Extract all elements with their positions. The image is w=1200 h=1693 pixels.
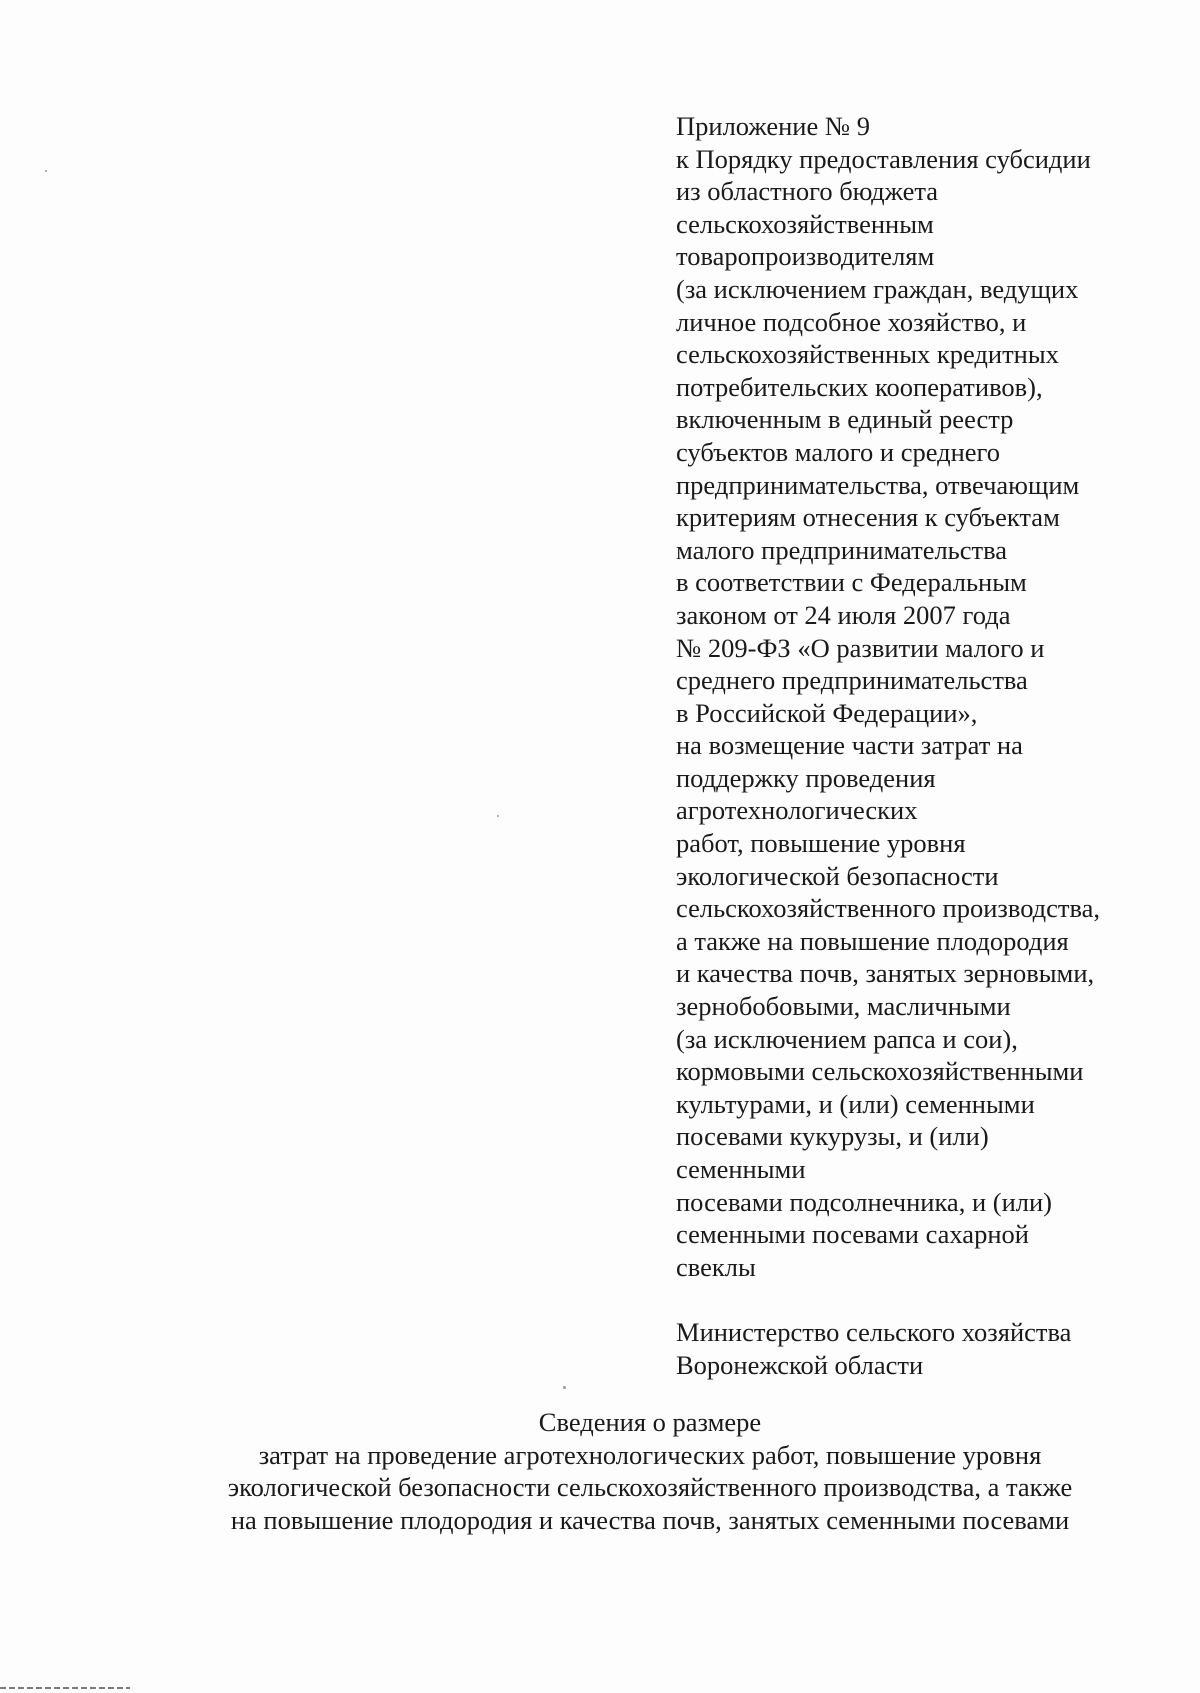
appendix-line: малого предпринимательства — [676, 534, 1008, 565]
document-title — [100, 1406, 1200, 1536]
appendix-line: (за исключением граждан, ведущих — [676, 273, 1079, 304]
appendix-line: в соответствии с Федеральным — [676, 567, 1027, 598]
title-line: на повышение плодородия и качества почв, занятых семенными посевами — [230, 1504, 1070, 1535]
appendix-line: экологической безопасности — [676, 860, 999, 891]
appendix-line: товаропроизводителям — [676, 241, 935, 272]
appendix-line: в Российской Федерации», — [676, 697, 978, 728]
addressee-line: Воронежской области — [676, 1349, 924, 1380]
appendix-line: сельскохозяйственного производства, — [676, 893, 1101, 924]
appendix-line: № 209-ФЗ «О развитии малого и — [676, 632, 1045, 663]
appendix-line: а также на повышение плодородия — [676, 925, 1069, 956]
appendix-line: работ, повышение уровня — [676, 828, 966, 859]
appendix-line: сельскохозяйственным — [676, 208, 934, 239]
scan-speck — [497, 815, 499, 817]
appendix-line: из областного бюджета — [676, 176, 938, 207]
appendix-line: посевами подсолнечника, и (или) — [676, 1186, 1052, 1217]
appendix-line: потребительских кооперативов), — [676, 371, 1043, 402]
appendix-line: посевами кукурузы, и (или) — [676, 1121, 989, 1152]
appendix-line: агротехнологических — [676, 795, 918, 826]
appendix-line: среднего предпринимательства — [676, 665, 1028, 696]
addressee-block — [676, 1316, 1176, 1381]
scan-edge-mark — [0, 1687, 130, 1689]
appendix-line: личное подсобное хозяйство, и — [676, 306, 1027, 337]
appendix-line: свеклы — [676, 1251, 756, 1282]
appendix-line: культурами, и (или) семенными — [676, 1088, 1035, 1119]
appendix-line: субъектов малого и среднего — [676, 436, 1001, 467]
appendix-line: сельскохозяйственных кредитных — [676, 339, 1059, 370]
appendix-header — [676, 110, 1176, 1283]
appendix-line: к Порядку предоставления субсидии — [676, 143, 1091, 174]
appendix-line: включенным в единый реестр — [676, 404, 1014, 435]
appendix-line: критериям отнесения к субъектам — [676, 502, 1060, 533]
appendix-line: семенными — [676, 1154, 806, 1184]
appendix-line: законом от 24 июля 2007 года — [676, 599, 1011, 630]
appendix-line: зернобобовыми, масличными — [676, 991, 1011, 1022]
appendix-line: и качества почв, занятых зерновыми, — [676, 958, 1095, 989]
scan-speck — [563, 1386, 566, 1389]
appendix-line: на возмещение части затрат на — [676, 730, 1023, 761]
appendix-line: семенными посевами сахарной — [676, 1219, 1029, 1250]
title-line: экологической безопасности сельскохозяйственного производства, а также — [227, 1472, 1073, 1503]
appendix-line: Приложение № 9 — [676, 111, 871, 141]
addressee-line: Министерство сельского хозяйства — [676, 1317, 1072, 1347]
appendix-line: предпринимательства, отвечающим — [676, 469, 1080, 500]
appendix-line: кормовыми сельскохозяйственными — [676, 1056, 1084, 1087]
title-line: затрат на проведение агротехнологических работ, повышение уровня — [258, 1439, 1042, 1470]
title-line: Сведения о размере — [538, 1407, 762, 1437]
scan-speck — [45, 170, 47, 172]
appendix-line: (за исключением рапса и сои), — [676, 1023, 1018, 1054]
appendix-line: поддержку проведения — [676, 762, 936, 793]
